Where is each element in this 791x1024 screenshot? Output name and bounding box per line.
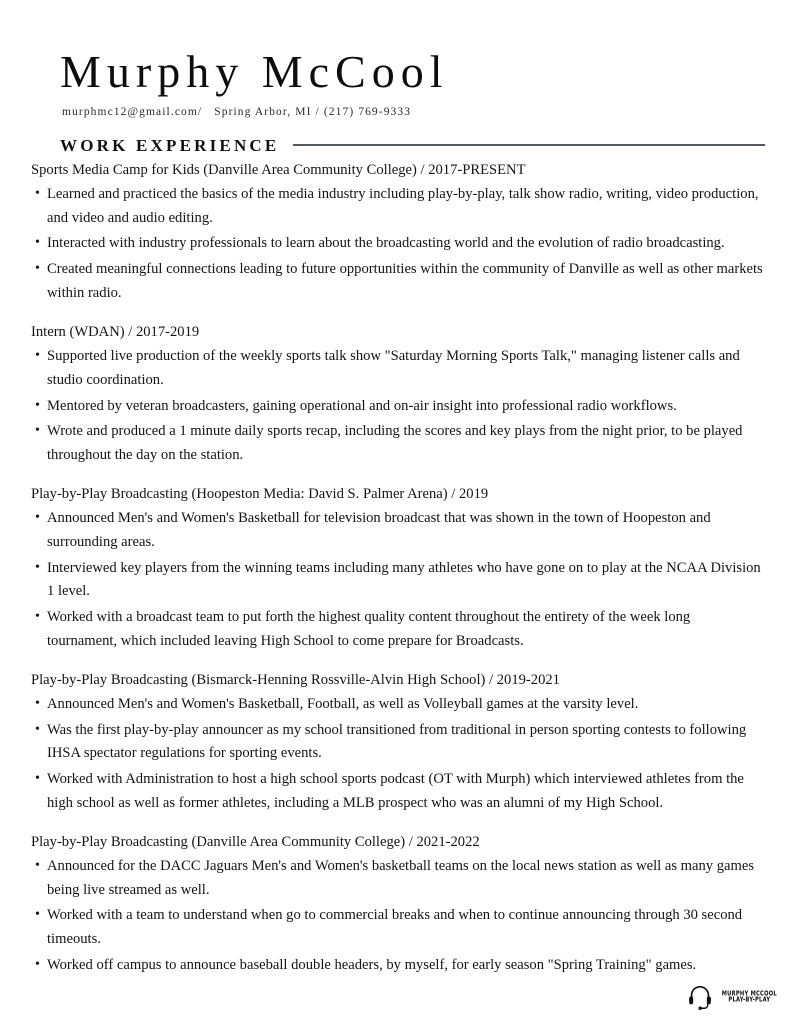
bullet-text: Announced Men's and Women's Basketball, Football, as well as Volleyball games at the varsity level. <box>47 696 639 713</box>
bullet-icon: • <box>35 235 40 251</box>
headset-icon <box>685 982 715 1012</box>
job-title: Play-by-Play Broadcasting (Danville Area Community College) / 2021-2022 <box>31 834 480 851</box>
bullet-icon: • <box>35 858 40 874</box>
job-entry <box>31 160 763 305</box>
job-title: Sports Media Camp for Kids (Danville Area Community College) / 2017-PRESENT <box>31 162 526 179</box>
footer-logo-line2: PLAY-BY-PLAY <box>728 995 771 1005</box>
bullet-text: Interviewed key players from the winning teams including many athletes who have gone on to play at the NCAA Division 1 level. <box>47 559 761 600</box>
list-item <box>31 557 763 604</box>
job-entry <box>31 832 763 977</box>
contact-email[interactable]: murphmc12@gmail.com/ <box>62 106 203 119</box>
bullet-icon: • <box>35 348 40 364</box>
bullet-text: Mentored by veteran broadcasters, gaining operational and on-air insight into professional radio workflows. <box>47 397 677 414</box>
list-item <box>31 507 763 554</box>
bullet-text: Worked with a team to understand when go to commercial breaks and when to continue announcing through 30 second timeouts. <box>47 907 743 948</box>
footer-logo-text <box>722 991 777 1003</box>
list-item <box>31 719 763 766</box>
list-item <box>31 693 763 717</box>
job-entry <box>31 484 763 653</box>
list-item <box>31 606 763 653</box>
section-divider <box>293 144 765 146</box>
contact-location: Spring Arbor, MI <box>214 106 312 119</box>
job-bullets <box>31 855 763 977</box>
bullet-icon: • <box>35 510 40 526</box>
bullet-text: Worked with Administration to host a high school sports podcast (OT with Murph) which interviewed athletes from the high school as well as former athletes, including a MLB prospect who was an alumni of my High School. <box>47 771 744 811</box>
bullet-icon: • <box>35 956 40 972</box>
list-item <box>31 395 763 419</box>
list-item <box>31 420 763 467</box>
contact-separator: / <box>315 106 320 119</box>
bullet-text: Announced for the DACC Jaguars Men's and Women's basketball teams on the local news station as well as many games being live streamed as well. <box>47 858 754 898</box>
job-entry <box>31 322 763 467</box>
list-item <box>31 954 763 978</box>
footer-logo-line1: MURPHY MCCOOL <box>721 989 777 998</box>
bullet-icon: • <box>35 261 40 277</box>
list-item <box>31 904 763 951</box>
bullet-text: Worked off campus to announce baseball double headers, by myself, for early season "Spring Training" games. <box>47 956 697 973</box>
bullet-text: Worked with a broadcast team to put forth the highest quality content throughout the entirety of the week long tournament, which included leaving High School to come prepare for Broadcasts. <box>47 608 691 649</box>
list-item <box>31 258 763 305</box>
list-item <box>31 183 763 230</box>
bullet-text: Interacted with industry professionals to learn about the broadcasting world and the evolution of radio broadcasting. <box>47 235 725 252</box>
bullet-text: Announced Men's and Women's Basketball for television broadcast that was shown in the town of Hoopeston and surrounding areas. <box>47 510 711 551</box>
section-title: WORK EXPERIENCE <box>60 136 280 156</box>
bullet-text: Supported live production of the weekly sports talk show "Saturday Morning Sports Talk," managing listener calls and studio coordination. <box>47 348 740 388</box>
bullet-icon: • <box>35 423 40 439</box>
footer-logo <box>685 982 777 1012</box>
job-bullets <box>31 345 763 467</box>
contact-line <box>62 106 791 118</box>
page-title: Murphy McCool <box>60 46 449 97</box>
work-experience-list <box>0 160 791 977</box>
bullet-icon: • <box>35 696 40 712</box>
bullet-icon: • <box>35 721 40 737</box>
bullet-text: Learned and practiced the basics of the media industry including play-by-play, talk show radio, writing, video production, and video and audio editing. <box>47 186 759 226</box>
bullet-icon: • <box>35 608 40 624</box>
job-title: Play-by-Play Broadcasting (Hoopeston Media: David S. Palmer Arena) / 2019 <box>31 486 489 503</box>
bullet-icon: • <box>35 397 40 413</box>
job-title: Play-by-Play Broadcasting (Bismarck-Henning Rossville-Alvin High School) / 2019-2021 <box>31 672 560 689</box>
job-title: Intern (WDAN) / 2017-2019 <box>31 324 200 341</box>
bullet-text: Was the first play-by-play announcer as my school transitioned from traditional in person sporting contests to following IHSA spectator regulations for sporting events. <box>47 721 747 762</box>
job-bullets <box>31 183 763 305</box>
bullet-icon: • <box>35 186 40 202</box>
list-item <box>31 855 763 902</box>
resume-header <box>0 0 791 118</box>
bullet-icon: • <box>35 907 40 923</box>
job-entry <box>31 670 763 815</box>
list-item <box>31 345 763 392</box>
contact-phone[interactable]: (217) 769-9333 <box>323 106 412 119</box>
job-bullets <box>31 693 763 815</box>
bullet-text: Created meaningful connections leading to future opportunities within the community of Danville as well as other markets within radio. <box>47 261 763 301</box>
list-item <box>31 232 763 256</box>
job-bullets <box>31 507 763 653</box>
bullet-icon: • <box>35 559 40 575</box>
list-item <box>31 768 763 815</box>
bullet-icon: • <box>35 771 40 787</box>
bullet-text: Wrote and produced a 1 minute daily sports recap, including the scores and key plays from the night prior, to be played throughout the day on the station. <box>47 423 743 463</box>
section-work-experience-header <box>0 136 791 156</box>
